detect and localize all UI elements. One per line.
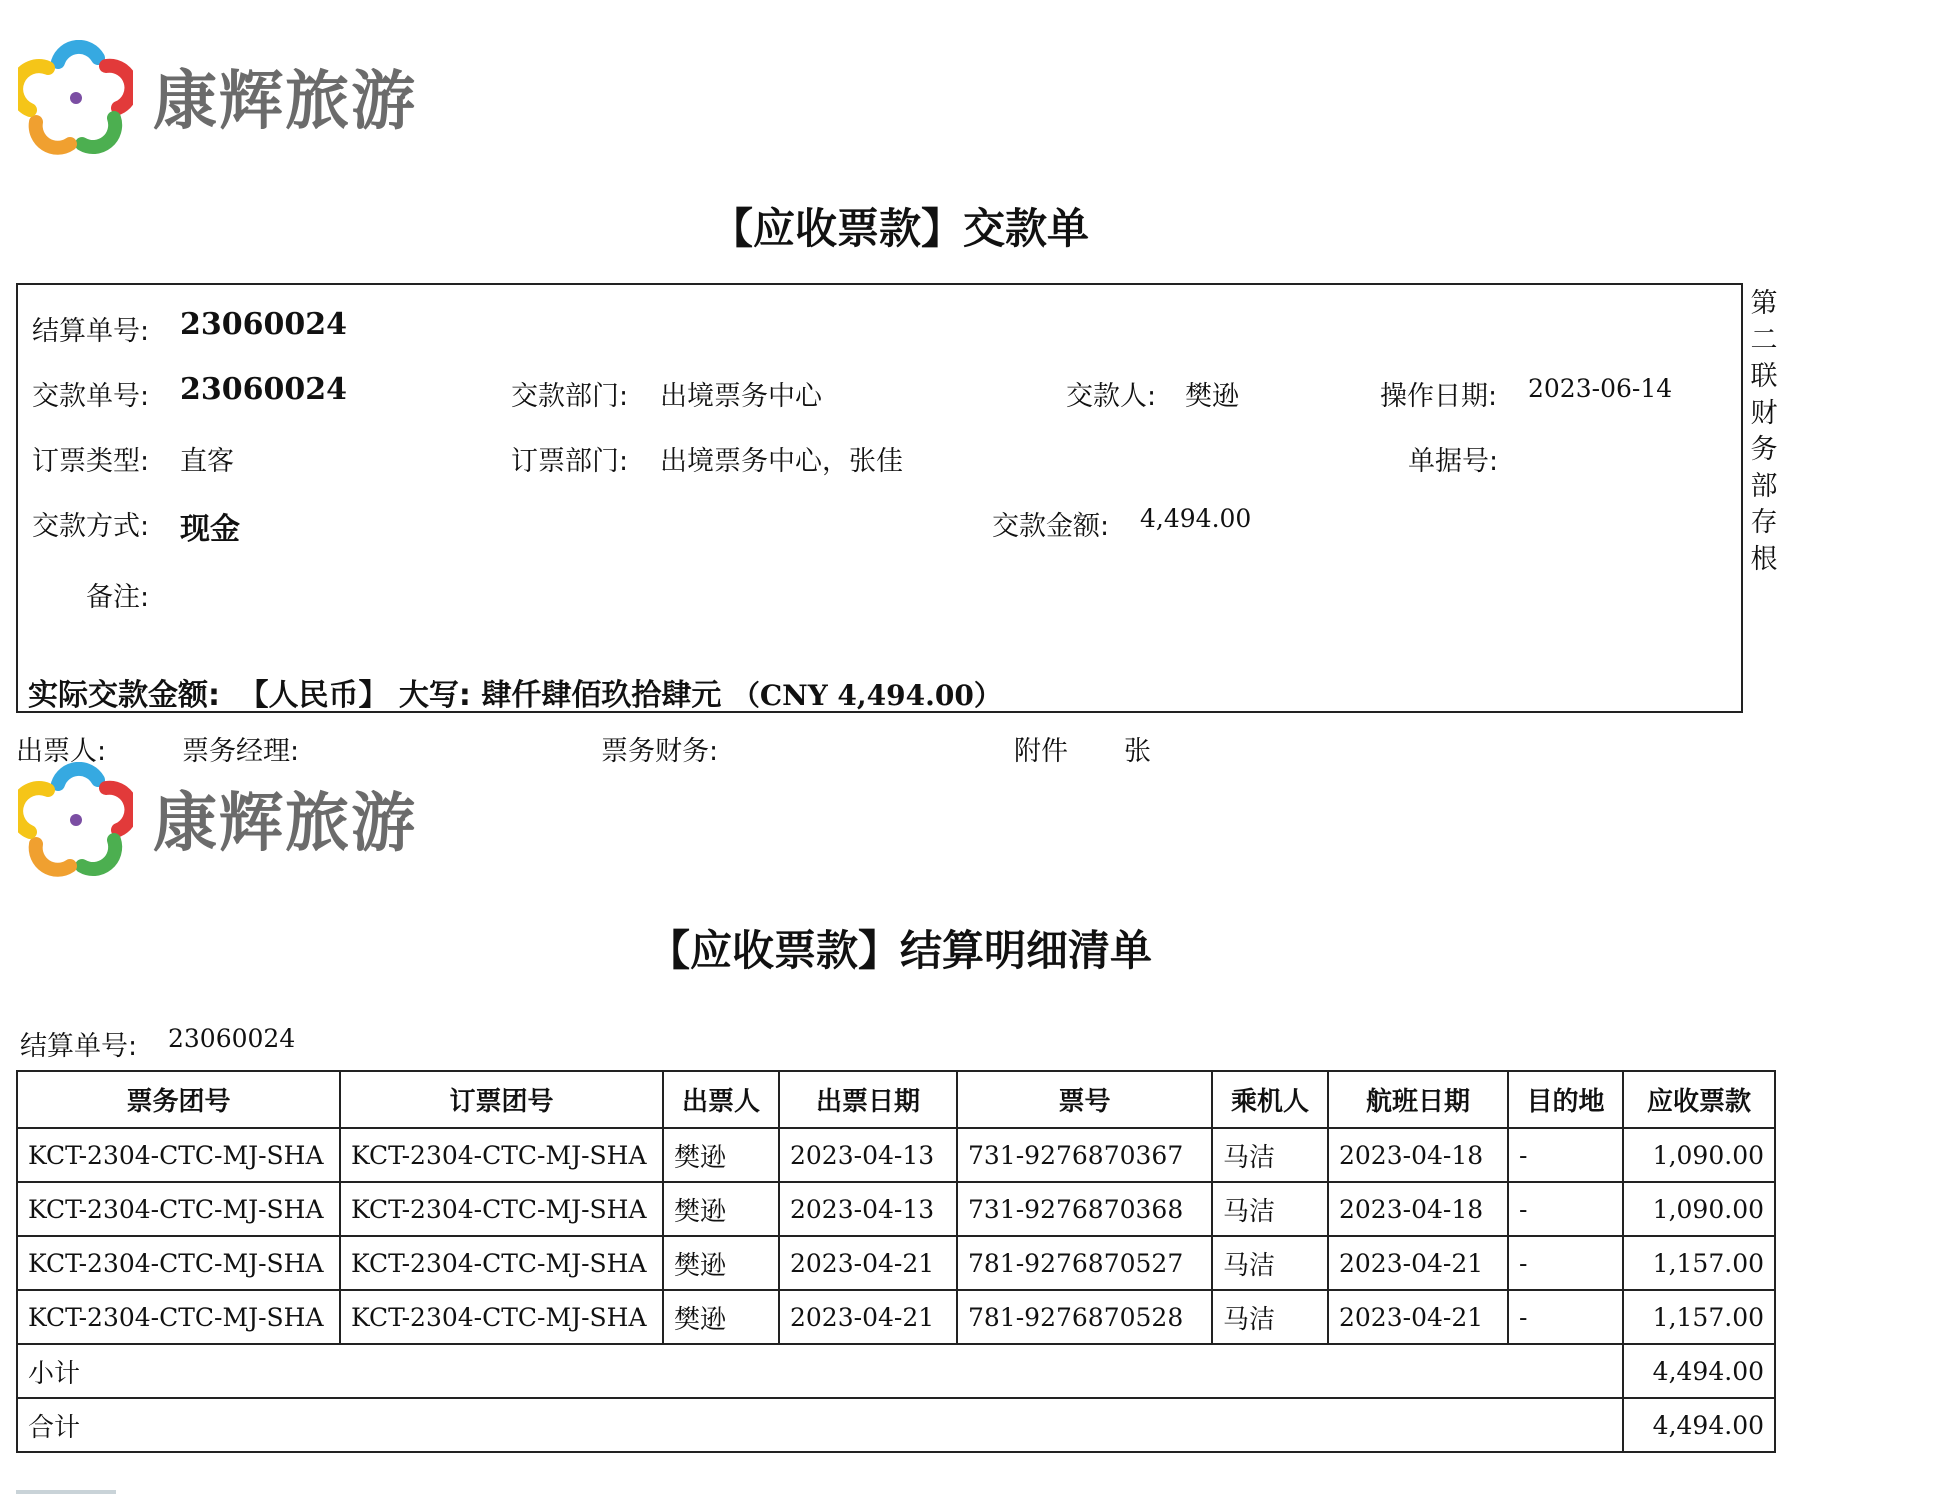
column-header: 订票团号: [340, 1071, 663, 1128]
side-char: 财: [1750, 397, 1778, 429]
side-char: 联: [1750, 361, 1778, 392]
table-cell: KCT-2304-CTC-MJ-SHA: [340, 1128, 663, 1182]
amount-label: 交款金额:: [992, 511, 1110, 542]
table-cell: KCT-2304-CTC-MJ-SHA: [17, 1290, 340, 1344]
actual-cny-value: （CNY 4,494.00）: [731, 679, 1002, 712]
table-cell: 731-9276870368: [957, 1182, 1212, 1236]
table-row: [17, 1128, 1775, 1182]
settlement-detail-table: [16, 1070, 1776, 1453]
side-char: 部: [1750, 470, 1778, 502]
pay-no-value: 23060024: [180, 372, 347, 407]
side-char: 根: [1750, 543, 1778, 575]
table-cell: 2023-04-13: [779, 1182, 957, 1236]
payer-label: 交款人:: [1066, 381, 1157, 412]
subtotal-row: [17, 1344, 1775, 1398]
book-type-value: 直客: [180, 446, 234, 477]
table-row: [17, 1182, 1775, 1236]
receipt-title: 【应收票款】交款单: [710, 204, 1089, 253]
detail-settle-no-value: 23060024: [168, 1024, 296, 1053]
table-cell: -: [1508, 1182, 1623, 1236]
book-type-label: 订票类型:: [32, 446, 150, 477]
settle-no-label: 结算单号:: [32, 316, 150, 347]
amount-value: 4,494.00: [1140, 504, 1252, 533]
finance-label: 票务财务:: [601, 736, 719, 767]
table-cell: 樊逊: [663, 1290, 779, 1344]
copy-stub-note: [1746, 286, 1782, 578]
payer-value: 樊逊: [1185, 381, 1239, 412]
table-header-row: [17, 1071, 1775, 1128]
table-cell: 1,090.00: [1623, 1128, 1775, 1182]
flower-logo-icon: [18, 762, 133, 877]
table-cell: 2023-04-21: [779, 1290, 957, 1344]
table-cell: 1,090.00: [1623, 1182, 1775, 1236]
side-char: 第: [1750, 288, 1778, 319]
column-header: 应收票款: [1623, 1071, 1775, 1128]
table-row: [17, 1236, 1775, 1290]
op-date-value: 2023-06-14: [1528, 374, 1673, 403]
side-char: 存: [1750, 507, 1778, 538]
table-row: [17, 1290, 1775, 1344]
pay-no-label: 交款单号:: [32, 381, 150, 412]
table-cell: 2023-04-21: [779, 1236, 957, 1290]
table-cell: 781-9276870528: [957, 1290, 1212, 1344]
pay-dept-label: 交款部门:: [511, 381, 629, 412]
op-date-label: 操作日期:: [1380, 381, 1498, 412]
column-header: 乘机人: [1212, 1071, 1328, 1128]
actual-daxie-label: 大写:: [398, 678, 471, 713]
settle-no-value: 23060024: [180, 307, 347, 342]
actual-currency: 【人民币】: [238, 678, 389, 713]
table-cell: KCT-2304-CTC-MJ-SHA: [17, 1182, 340, 1236]
table-cell: 2023-04-21: [1328, 1236, 1508, 1290]
detail-title: 【应收票款】结算明细清单: [647, 926, 1152, 975]
pay-method-label: 交款方式:: [32, 511, 150, 542]
detail-settle-no-label: 结算单号:: [20, 1031, 138, 1062]
pay-method-value: 现金: [180, 512, 240, 547]
table-cell: 马洁: [1212, 1236, 1328, 1290]
bottom-divider: [16, 1490, 116, 1494]
table-cell: 2023-04-13: [779, 1128, 957, 1182]
company-logo: [18, 762, 458, 872]
column-header: 目的地: [1508, 1071, 1623, 1128]
attachment-label: 附件: [1014, 736, 1068, 767]
side-char: 务: [1750, 434, 1778, 465]
subtotal-value: 4,494.00: [1623, 1344, 1775, 1398]
table-cell: 2023-04-21: [1328, 1290, 1508, 1344]
table-cell: 2023-04-18: [1328, 1128, 1508, 1182]
table-cell: 2023-04-18: [1328, 1182, 1508, 1236]
pay-dept-value: 出境票务中心: [660, 381, 822, 412]
total-row: [17, 1398, 1775, 1452]
attachment-unit: 张: [1124, 736, 1151, 767]
book-dept-value: 出境票务中心，张佳: [660, 446, 903, 477]
table-cell: -: [1508, 1236, 1623, 1290]
actual-daxie-value: 肆仟肆佰玖拾肆元: [481, 678, 722, 713]
table-cell: -: [1508, 1290, 1623, 1344]
book-dept-label: 订票部门:: [511, 446, 629, 477]
table-cell: 1,157.00: [1623, 1290, 1775, 1344]
company-logo: [18, 40, 458, 150]
brand-name: 康辉旅游: [153, 65, 417, 139]
table-cell: 樊逊: [663, 1128, 779, 1182]
doc-no-label: 单据号:: [1408, 446, 1499, 477]
flower-logo-icon: [18, 40, 133, 155]
remark-label: 备注:: [86, 582, 150, 613]
table-cell: KCT-2304-CTC-MJ-SHA: [17, 1236, 340, 1290]
table-cell: 马洁: [1212, 1128, 1328, 1182]
table-cell: KCT-2304-CTC-MJ-SHA: [17, 1128, 340, 1182]
receipt-box: [16, 283, 1743, 713]
table-cell: 731-9276870367: [957, 1128, 1212, 1182]
actual-amount-line: [28, 670, 1002, 714]
column-header: 票务团号: [17, 1071, 340, 1128]
column-header: 出票人: [663, 1071, 779, 1128]
table-cell: KCT-2304-CTC-MJ-SHA: [340, 1182, 663, 1236]
manager-label: 票务经理:: [182, 736, 300, 767]
table-cell: 1,157.00: [1623, 1236, 1775, 1290]
table-cell: 马洁: [1212, 1182, 1328, 1236]
actual-amount-label: 实际交款金额:: [28, 678, 220, 713]
brand-name: 康辉旅游: [153, 787, 417, 861]
column-header: 航班日期: [1328, 1071, 1508, 1128]
column-header: 票号: [957, 1071, 1212, 1128]
column-header: 出票日期: [779, 1071, 957, 1128]
table-cell: 马洁: [1212, 1290, 1328, 1344]
total-value: 4,494.00: [1623, 1398, 1775, 1452]
issuer-label: 出票人:: [16, 736, 107, 767]
table-cell: 樊逊: [663, 1182, 779, 1236]
table-cell: KCT-2304-CTC-MJ-SHA: [340, 1290, 663, 1344]
side-char: 二: [1750, 324, 1778, 356]
table-cell: -: [1508, 1128, 1623, 1182]
table-cell: 781-9276870527: [957, 1236, 1212, 1290]
table-cell: KCT-2304-CTC-MJ-SHA: [340, 1236, 663, 1290]
table-cell: 樊逊: [663, 1236, 779, 1290]
total-label: 合计: [17, 1398, 1623, 1452]
subtotal-label: 小计: [17, 1344, 1623, 1398]
